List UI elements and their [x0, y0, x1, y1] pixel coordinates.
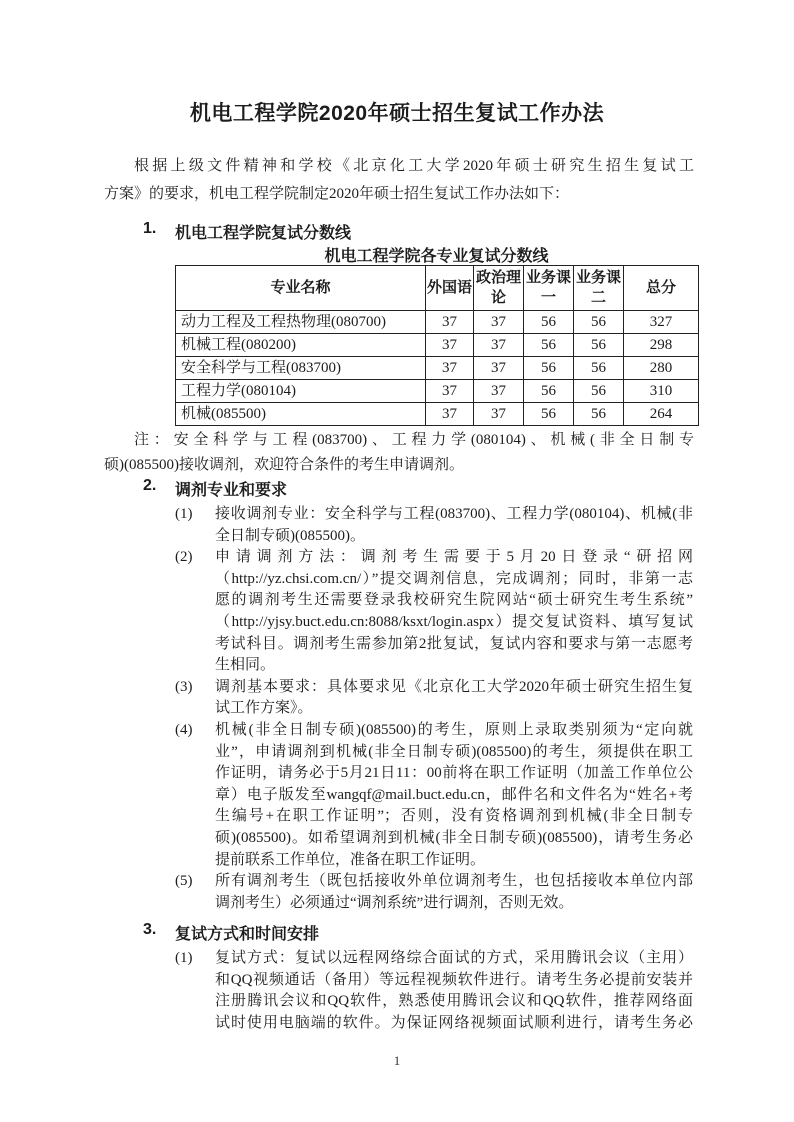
item-number: (1): [175, 950, 193, 967]
column-header-subject1: 业务课一: [524, 266, 574, 311]
text-line: 业”，申请调剂到机械(非全日制专硕)(085500)的考生，须提供在职工: [215, 743, 693, 760]
section-number: 3.: [143, 921, 157, 939]
column-header-total: 总分: [624, 266, 699, 311]
table-note: [104, 428, 694, 478]
text-line: 和QQ视频通话（备用）等远程视频软件进行。请考生务必提前安装并: [215, 971, 693, 988]
table-row: [176, 403, 699, 426]
table-row: [176, 334, 699, 357]
section-title: 调剂专业和要求: [175, 482, 288, 499]
note-line: 注：安全科学与工程(083700)、工程力学(080104)、机械(非全日制专: [134, 432, 694, 448]
cell-total: 310: [624, 380, 699, 403]
cell-score: 37: [474, 403, 524, 426]
cell-score: 56: [524, 357, 574, 380]
note-line: 硕)(085500)接收调剂，欢迎符合条件的考生申请调剂。: [104, 457, 464, 473]
item-text: [215, 677, 693, 720]
cell-score: 56: [574, 403, 624, 426]
text-line: （http://yz.chsi.com.cn/）”提交调剂信息，完成调剂；同时，非第一志: [215, 570, 693, 587]
column-header-major: 专业名称: [176, 266, 426, 311]
cell-major: 工程力学(080104): [176, 380, 426, 403]
intro-line: 方案》的要求，机电工程学院制定2020年硕士招生复试工作办法如下：: [104, 186, 570, 202]
text-line: 生编号+在职工作证明”；否则，没有资格调剂到机械(非全日制专: [215, 808, 693, 825]
cell-total: 280: [624, 357, 699, 380]
section-1-heading: [143, 220, 351, 243]
item-text: [215, 871, 693, 914]
cell-score: 37: [426, 380, 474, 403]
table-header-row: [176, 266, 699, 311]
cell-score: 56: [524, 334, 574, 357]
cell-score: 56: [524, 311, 574, 334]
text-line: 章）电子版发至wangqf@mail.buct.edu.cn，邮件名和文件名为“姓名+考: [215, 786, 693, 803]
list-item: [104, 871, 694, 914]
page-title: 机电工程学院2020年硕士招生复试工作办法: [189, 102, 605, 125]
text-line: 考试科目。调剂考生需参加第2批复试，复试内容和要求与第一志愿考: [215, 635, 693, 652]
cell-major: 动力工程及工程热物理(080700): [176, 311, 426, 334]
score-line-table: [175, 265, 699, 426]
text-line: 愿的调剂考生还需要登录我校研究生院网站“硕士研究生考生系统”: [215, 592, 693, 609]
text-line: 调剂基本要求：具体要求见《北京化工大学2020年硕士研究生招生复: [215, 678, 693, 695]
cell-score: 37: [474, 357, 524, 380]
section-2-heading: [143, 477, 694, 500]
cell-score: 56: [574, 357, 624, 380]
text-line: 作证明，请务必于5月21日11：00前将在职工作证明（加盖工作单位公: [215, 765, 693, 782]
item-text: [215, 948, 693, 1034]
text-line: 复试方式：复试以远程网络综合面试的方式，采用腾讯会议（主用）: [215, 950, 693, 967]
cell-major: 机械(085500): [176, 403, 426, 426]
text-line: 硕)(085500)。如希望调剂到机械(非全日制专硕)(085500)，请考生务必: [215, 829, 693, 846]
item-text: [215, 720, 693, 871]
text-line: 注册腾讯会议和QQ软件，熟悉使用腾讯会议和QQ软件，推荐网络面: [215, 993, 693, 1010]
item-text: [215, 504, 693, 547]
column-header-subject2: 业务课二: [574, 266, 624, 311]
text-line: 机械(非全日制专硕)(085500)的考生，原则上录取类别须为“定向就: [215, 721, 693, 738]
cell-score: 56: [574, 334, 624, 357]
cell-score: 56: [524, 380, 574, 403]
section-title: 机电工程学院复试分数线: [175, 225, 352, 242]
cell-score: 56: [574, 311, 624, 334]
list-item: [104, 504, 694, 547]
column-header-politics: 政治理论: [474, 266, 524, 311]
text-line: 调剂考生）必须通过“调剂系统”进行调剂，否则无效。: [215, 894, 574, 911]
cell-score: 37: [474, 334, 524, 357]
table-row: [176, 380, 699, 403]
text-line: （http://yjsy.buct.edu.cn:8088/ksxt/login.aspx）提交复试资料、填写复试: [215, 613, 693, 630]
page-number: 1: [393, 1053, 401, 1068]
text-line: 所有调剂考生（既包括接收外单位调剂考生，也包括接收本单位内部: [215, 873, 693, 890]
section-3-heading: [143, 921, 694, 944]
table-caption: 机电工程学院各专业复试分数线: [324, 248, 549, 265]
table-row: [176, 357, 699, 380]
intro-paragraph: [104, 152, 694, 208]
item-text: [215, 547, 693, 677]
text-line: 试工作方案》。: [215, 700, 313, 717]
list-item: [104, 720, 694, 871]
list-item: [104, 948, 694, 1034]
cell-score: 56: [574, 380, 624, 403]
text-line: 提前联系工作单位，准备在职工作证明。: [215, 851, 486, 868]
item-number: (5): [175, 873, 193, 890]
text-line: 申请调剂方法：调剂考生需要于5月20日登录“研招网: [215, 549, 693, 566]
list-item: [104, 677, 694, 720]
cell-major: 机械工程(080200): [176, 334, 426, 357]
section-number: 2.: [143, 477, 157, 494]
cell-total: 264: [624, 403, 699, 426]
cell-score: 37: [426, 403, 474, 426]
list-item: [104, 547, 694, 677]
section-title: 复试方式和时间安排: [175, 926, 320, 944]
cell-score: 37: [426, 311, 474, 334]
cell-score: 37: [474, 311, 524, 334]
item-number: (4): [175, 721, 193, 738]
text-line: 生相同。: [215, 657, 276, 674]
cell-score: 37: [474, 380, 524, 403]
cell-total: 298: [624, 334, 699, 357]
cell-score: 37: [426, 334, 474, 357]
cell-major: 安全科学与工程(083700): [176, 357, 426, 380]
item-number: (1): [175, 506, 193, 522]
section-number: 1.: [143, 220, 157, 237]
item-number: (3): [175, 678, 193, 695]
cell-score: 56: [524, 403, 574, 426]
cell-score: 37: [426, 357, 474, 380]
body-sections: [104, 477, 694, 1035]
cell-total: 327: [624, 311, 699, 334]
table-row: [176, 311, 699, 334]
intro-line: 根据上级文件精神和学校《北京化工大学2020年硕士研究生招生复试工: [134, 158, 694, 174]
text-line: 全日制专硕)(085500)。: [215, 527, 365, 544]
text-line: 接收调剂专业：安全科学与工程(083700)、工程力学(080104)、机械(非: [215, 506, 693, 522]
text-line: 试时使用电脑端的软件。为保证网络视频面试顺利进行，请考生务必: [215, 1015, 693, 1032]
item-number: (2): [175, 549, 193, 566]
column-header-foreign-language: 外国语: [426, 266, 474, 311]
